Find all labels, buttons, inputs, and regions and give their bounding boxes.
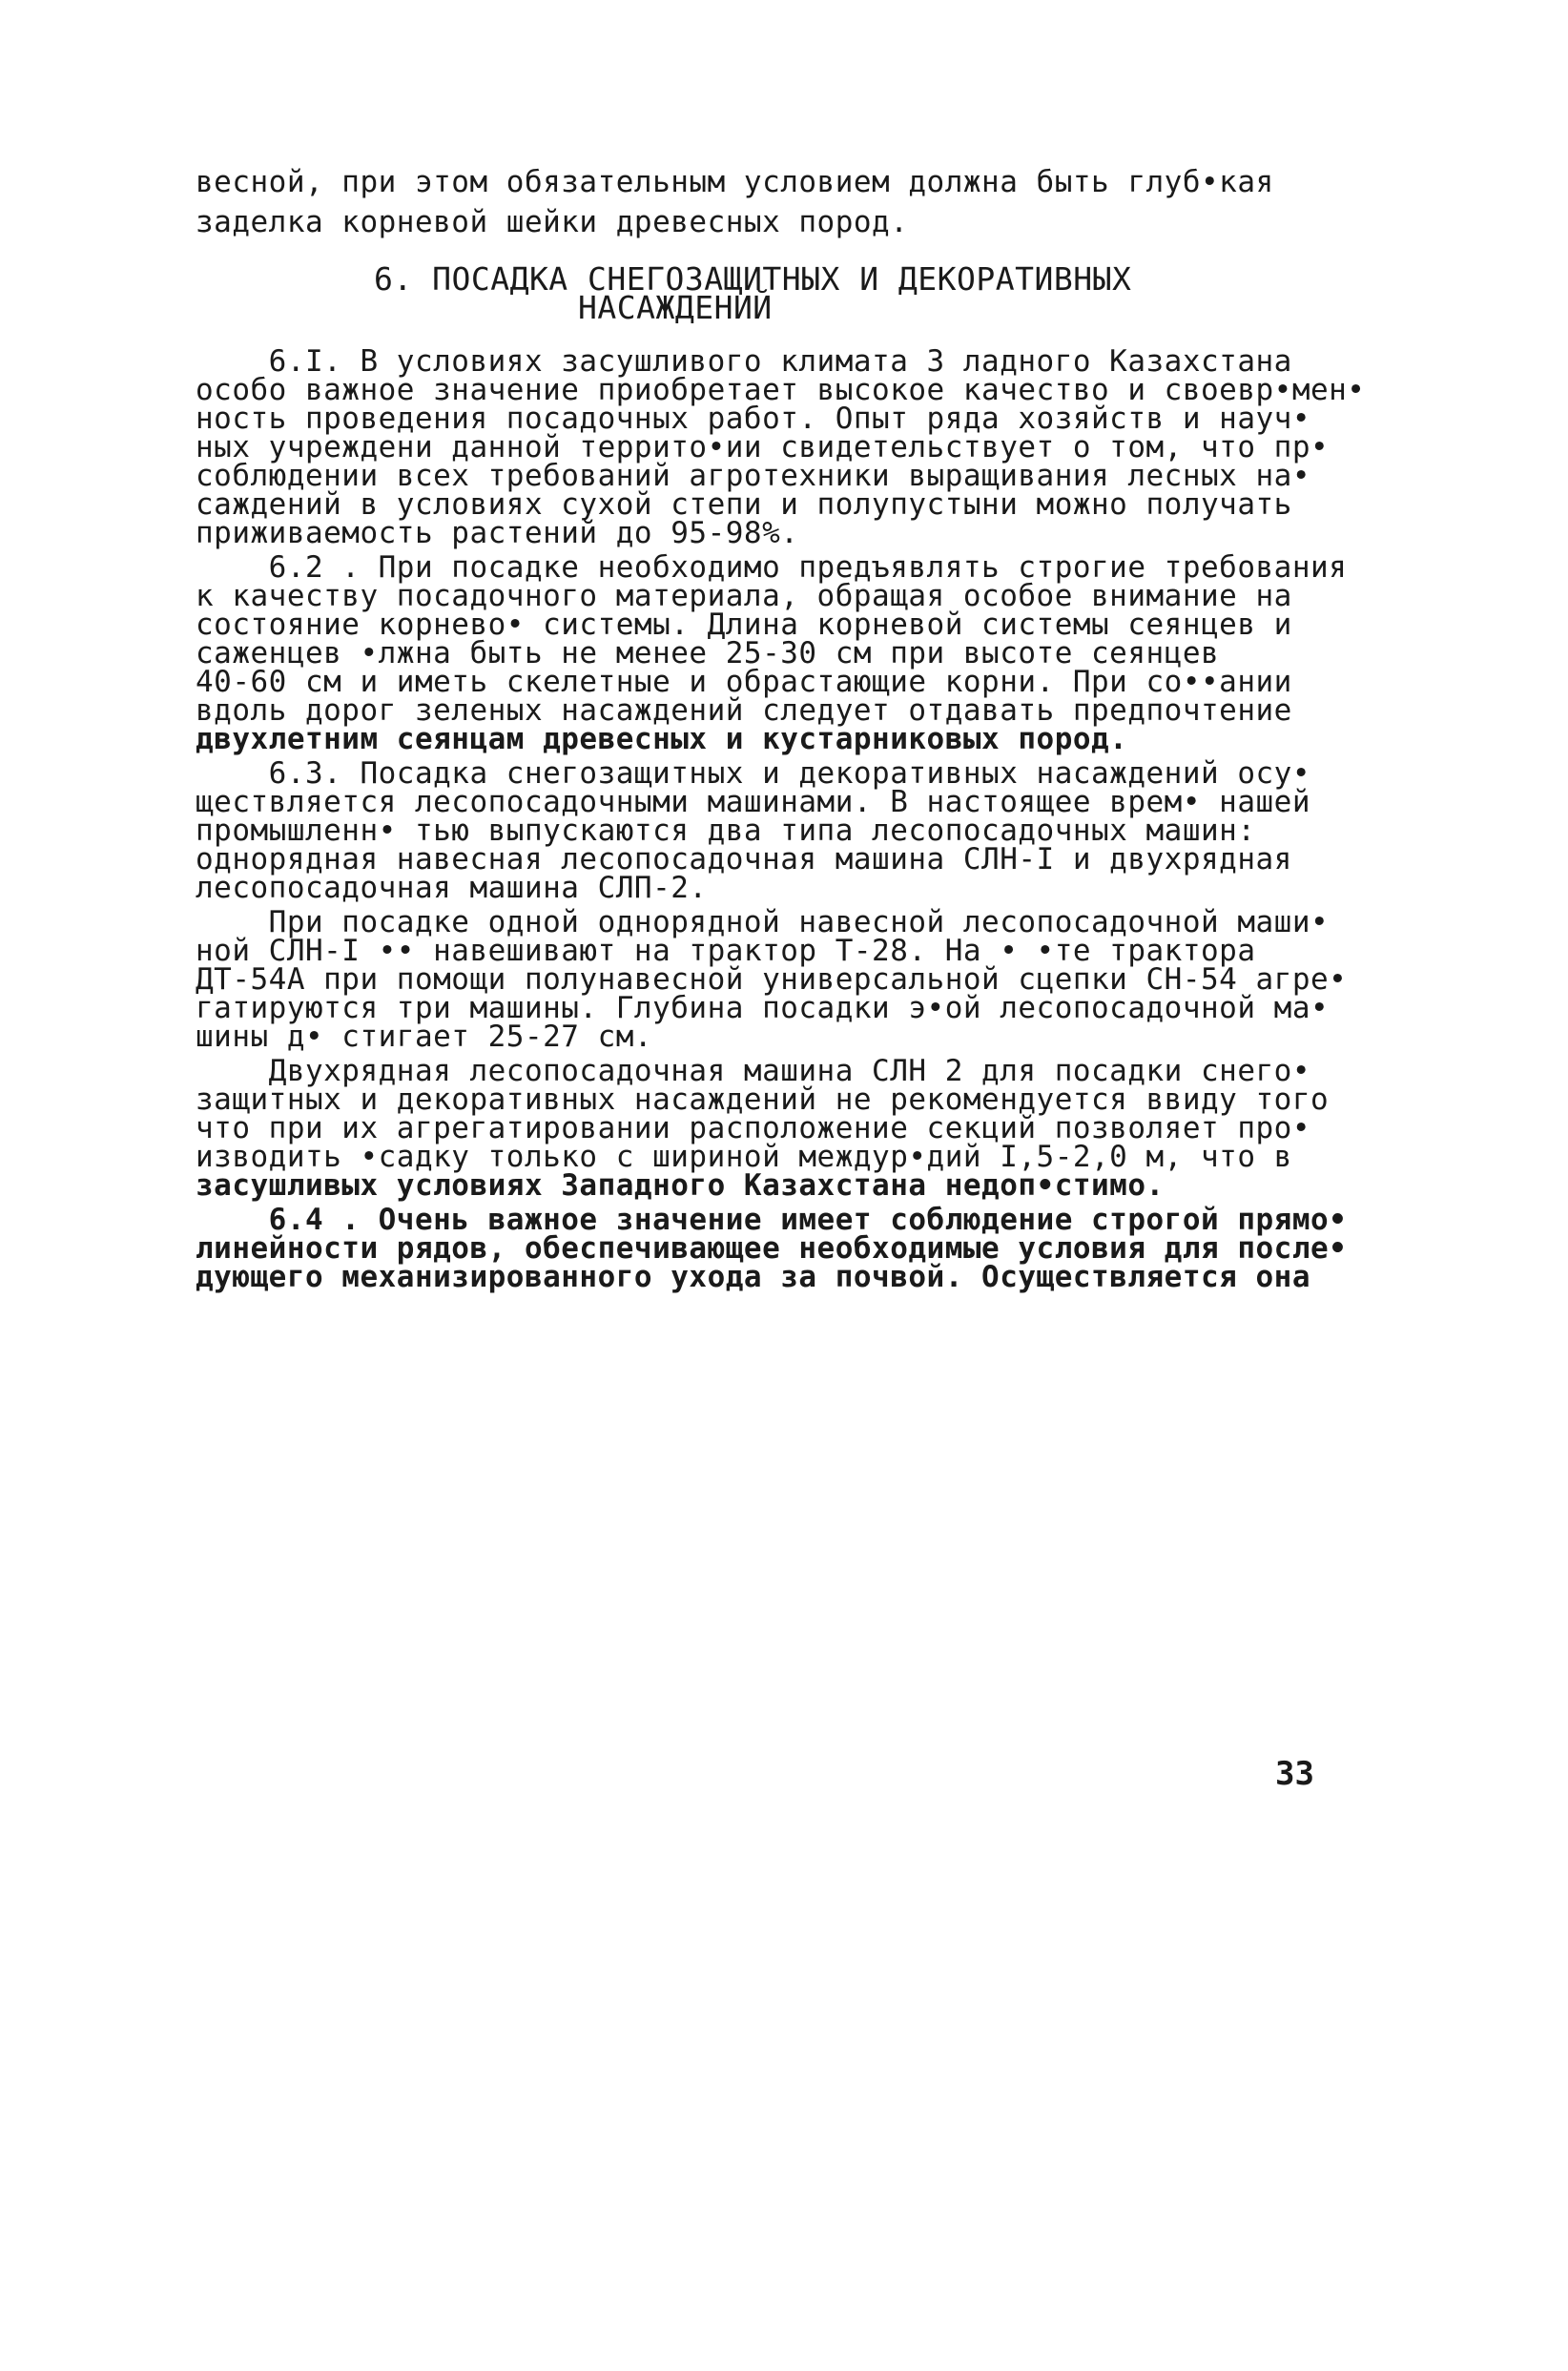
text-line: шины д• стигает 25-27 см. <box>196 1020 653 1054</box>
text-line: ность проведения посадочных работ. Опыт ряда хозяйств и науч• <box>196 402 1310 436</box>
text-line: промышленн• тью выпускаются два типа лесопосадочных машин: <box>196 814 1256 848</box>
text-line: саждений в условиях сухой степи и полупустыни можно получать <box>196 487 1292 522</box>
text-line: лесопосадочная машина СЛП-2. <box>196 871 708 905</box>
text-line: особо важное значение приобретает высокое качество и своевр•мен• <box>196 373 1366 407</box>
text-line: 6.4 . Очень важное значение имеет соблюдение строгой прямо• <box>196 1203 1348 1237</box>
text-line: ДТ-54А при помощи полунавесной универсальной сцепки СН-54 агре• <box>196 962 1348 997</box>
text-line: 6.3. Посадка снегозащитных и декоративных насаждений осу• <box>196 756 1310 791</box>
text-line: вдоль дорог зеленых насаждений следует отдавать предпочтение <box>196 693 1292 728</box>
text-line: соблюдении всех требований агротехники выращивания лесных на• <box>196 459 1310 493</box>
text-line: заделка корневой шейки древесных пород. <box>196 205 909 239</box>
text-line: гатируются три машины. Глубина посадки э•ой лесопосадочной ма• <box>196 991 1330 1025</box>
text-line: 40-60 см и иметь скелетные и обрастающие корни. При со••ании <box>196 665 1292 699</box>
text-line: ной СЛН-I •• навешивают на трактор Т-28. На • •те трактора <box>196 934 1256 968</box>
text-line: 6.2 . При посадке необходимо предъявлять строгие требования <box>196 550 1348 585</box>
section-heading: 6. ПОСАДКА СНЕГОЗАЩИТНЫХ И ДЕКОРАТИВНЫХ <box>374 260 1132 298</box>
text-line: 6.I. В условиях засушливого климата З ладного Казахстана <box>196 344 1292 379</box>
text-line: При посадке одной однорядной навесной лесопосадочной маши• <box>196 905 1330 939</box>
text-line: двухлетним сеянцам древесных и кустарниковых пород. <box>196 722 1128 756</box>
text-line: изводить •садку только с шириной междур•дий I,5-2,0 м, что в <box>196 1140 1292 1174</box>
text-line: Двухрядная лесопосадочная машина СЛН 2 для посадки снего• <box>196 1054 1310 1088</box>
text-line: саженцев •лжна быть не менее 25-30 см при высоте сеянцев <box>196 636 1220 670</box>
text-line: состояние корнево• системы. Длина корневой системы сеянцев и <box>196 608 1292 642</box>
text-line: линейности рядов, обеспечивающее необходимые условия для после• <box>196 1231 1348 1266</box>
text-line: ществляется лесопосадочными машинами. В настоящее врем• нашей <box>196 785 1310 819</box>
text-line: защитных и декоративных насаждений не рекомендуется ввиду того <box>196 1082 1330 1117</box>
text-line: весной, при этом обязательным условием должна быть глуб•кая <box>196 165 1274 199</box>
text-line: ных учреждени данной террито•ии свидетельствует о том, что пр• <box>196 430 1330 464</box>
section-heading-cont: НАСАЖДЕНИЙ <box>578 289 773 326</box>
text-line: к качеству посадочного материала, обращая особое внимание на <box>196 579 1292 613</box>
text-line: что при их агрегатировании расположение секций позволяет про• <box>196 1111 1310 1145</box>
text-line: засушливых условиях Западного Казахстана недоп•стимо. <box>196 1168 1165 1203</box>
page-number: 33 <box>1275 1755 1314 1793</box>
text-line: приживаемость растений до 95-98%. <box>196 516 799 550</box>
text-line: дующего механизированного ухода за почвой. Осуществляется она <box>196 1260 1310 1294</box>
text-line: однорядная навесная лесопосадочная машина СЛН-I и двухрядная <box>196 842 1292 876</box>
